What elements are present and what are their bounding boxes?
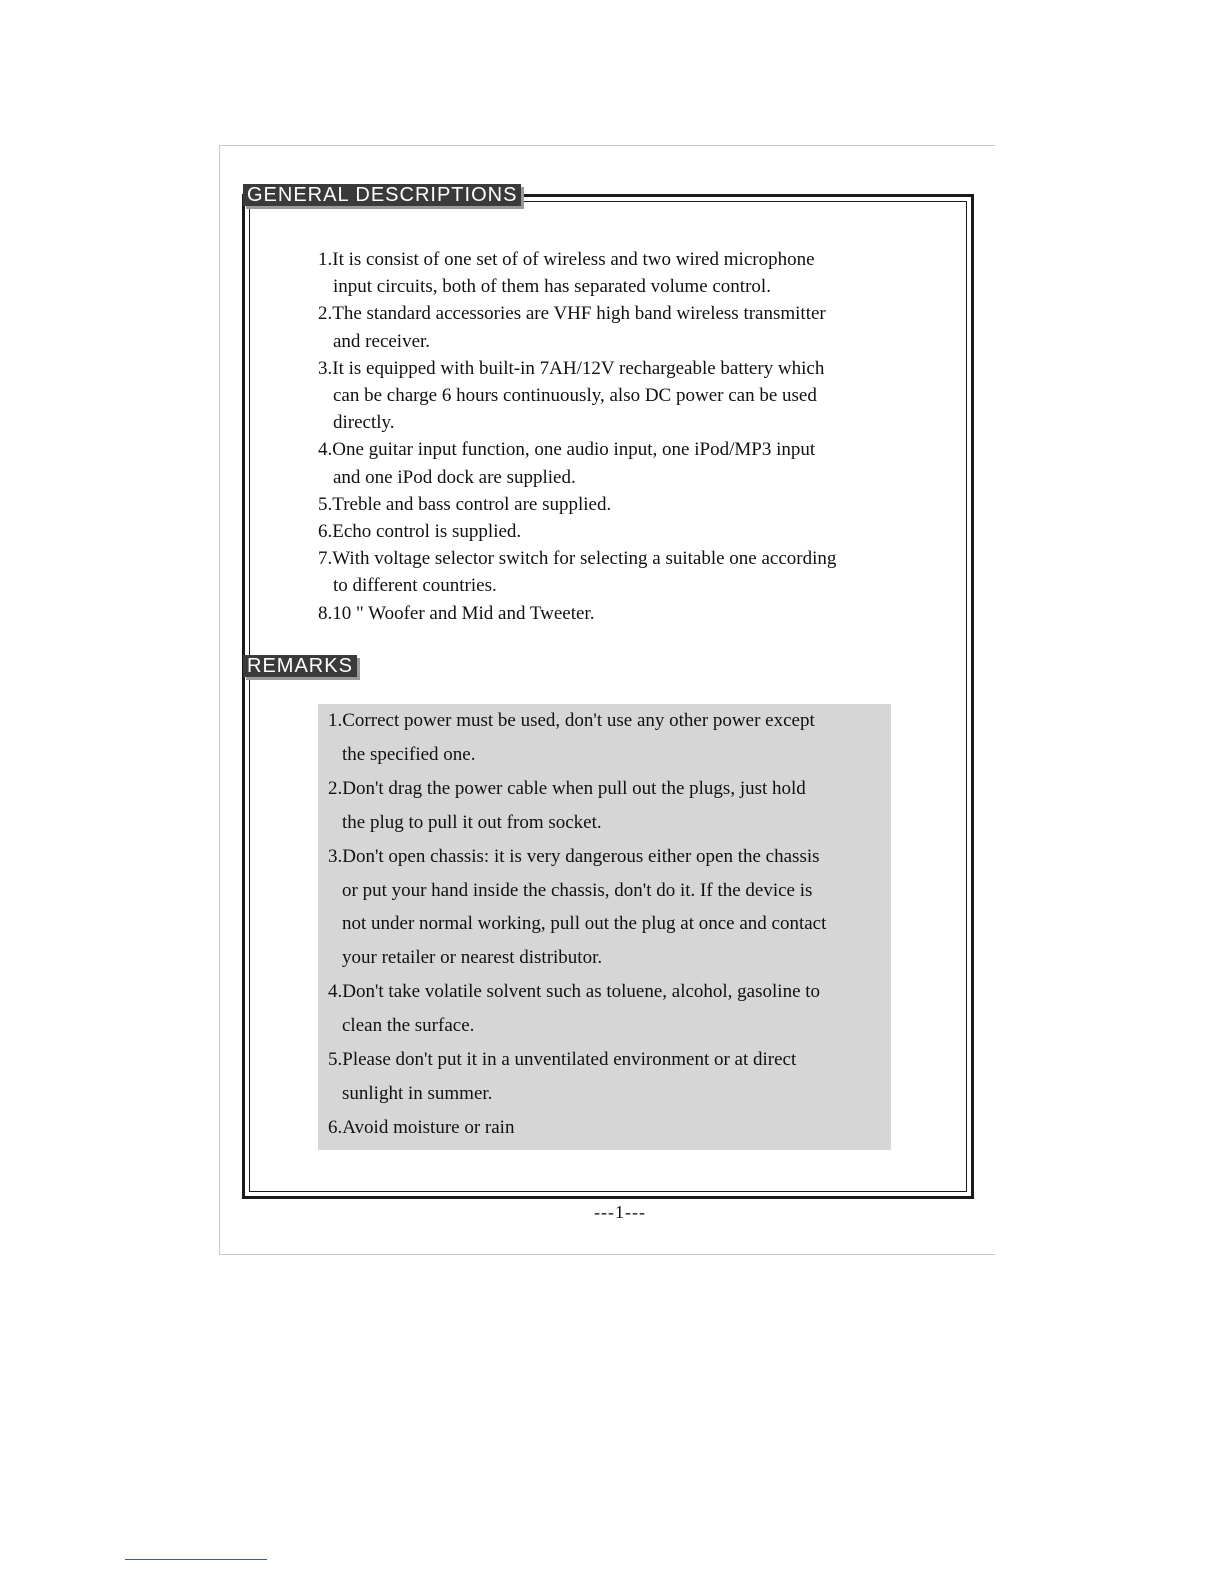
remark-item: 5.Please don't put it in a unventilated environment or at direct sunlight in summer. [328, 1049, 797, 1104]
remarks-heading: REMARKS [243, 655, 357, 677]
remark-item: 2.Don't drag the power cable when pull out the plugs, just hold the plug to pull it out from socket. [328, 777, 806, 833]
remark-item: 3.Don't open chassis: it is very dangerous either open the chassis or put your hand inside the chassis, don't do it. If the device is not under normal working, pull out the plug at once and contact your retailer or nearest distributor. [328, 845, 827, 969]
footnote-rule [125, 1559, 267, 1560]
remarks-box [318, 704, 891, 1150]
description-item: 4.One guitar input function, one audio input, one iPod/MP3 input and one iPod dock are supplied. [318, 439, 816, 488]
description-item: 5.Treble and bass control are supplied. [318, 493, 612, 515]
general-descriptions-list [318, 246, 918, 627]
description-item: 8.10 " Woofer and Mid and Tweeter. [318, 602, 595, 624]
page-edge-bottom [219, 1254, 995, 1255]
description-item: 2.The standard accessories are VHF high band wireless transmitter and receiver. [318, 303, 826, 352]
description-item: 3.It is equipped with built-in 7AH/12V rechargeable battery which can be charge 6 hours continuously, also DC power can be used directly. [318, 357, 825, 434]
remarks-list [328, 704, 826, 1145]
page-edge-top [219, 145, 995, 146]
page-edge-left [219, 145, 220, 1254]
general-descriptions-heading: GENERAL DESCRIPTIONS [243, 184, 521, 206]
description-item: 7.With voltage selector switch for selecting a suitable one according to different countries. [318, 548, 837, 597]
remark-item: 1.Correct power must be used, don't use any other power except the specified one. [328, 710, 815, 765]
remark-item: 6.Avoid moisture or rain [328, 1116, 515, 1138]
remark-item: 4.Don't take volatile solvent such as toluene, alcohol, gasoline to clean the surface. [328, 981, 821, 1037]
description-item: 1.It is consist of one set of of wireless and two wired microphone input circuits, both of them has separated volume control. [318, 249, 815, 298]
page-number: ---1--- [594, 1202, 646, 1222]
description-item: 6.Echo control is supplied. [318, 521, 522, 543]
